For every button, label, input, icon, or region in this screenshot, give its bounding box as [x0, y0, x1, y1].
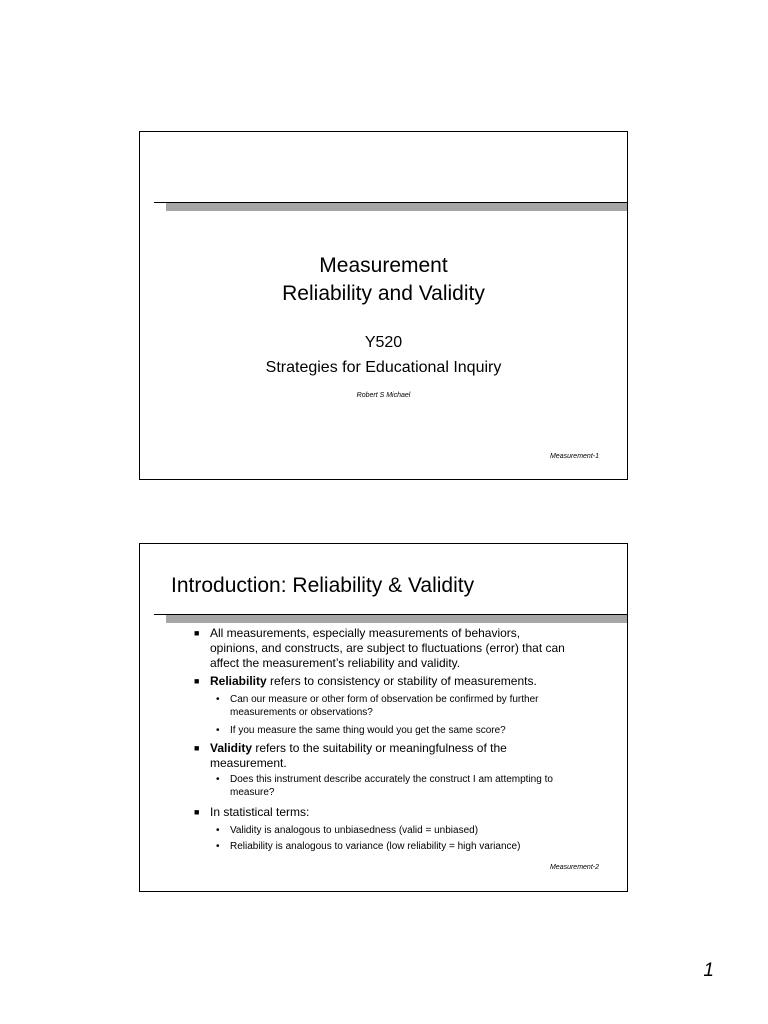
- term-reliability: Reliability: [210, 674, 267, 688]
- slide-title-line2: Reliability and Validity: [282, 282, 485, 305]
- term-validity: Validity: [210, 741, 253, 755]
- square-bullet-icon: ■: [194, 676, 200, 686]
- course-code: Y520: [364, 334, 403, 351]
- header-shade-bar: [166, 203, 627, 211]
- course-name: Strategies for Educational Inquiry: [265, 359, 502, 376]
- header-shade-bar: [166, 615, 627, 623]
- slide-footer: Measurement-1: [549, 453, 599, 460]
- dot-bullet-icon: •: [216, 694, 220, 705]
- square-bullet-icon: ■: [194, 807, 200, 817]
- page-number: 1: [703, 960, 714, 981]
- slide-footer: Measurement-2: [549, 864, 599, 871]
- slide-title: Introduction: Reliability & Validity: [171, 574, 475, 597]
- dot-bullet-icon: •: [216, 774, 220, 785]
- slide-1: [139, 131, 628, 480]
- author: Robert S Michael: [356, 392, 411, 399]
- slide-2: Introduction: Reliability & Validity ■ All measurements, especially measurements of behaviors, opinions, and constructs, are subject to fluctuations (error) that can affect the measurement’s reliability and validity. ■ Reliability refers to consistency or stability of measurements. • Can our measure or other form of observation be confirmed by further measurements or observations? • If you measure the same thing would you get the same score? ■ Validity refers to the suitability or meaningfulness of the measurement. • Does this instrument describe accurately the construct I am attempting to measure? ■ In statistical terms: • Validity is analogous to unbiasedness (valid = unbiased) • Reliability is analogous to variance (low reliability = high variance) Measurement-2: [139, 543, 628, 892]
- dot-bullet-icon: •: [216, 725, 220, 736]
- dot-bullet-icon: •: [216, 841, 220, 852]
- dot-bullet-icon: •: [216, 825, 220, 836]
- square-bullet-icon: ■: [194, 628, 200, 638]
- square-bullet-icon: ■: [194, 743, 200, 753]
- slide-title-line1: Measurement: [319, 254, 448, 277]
